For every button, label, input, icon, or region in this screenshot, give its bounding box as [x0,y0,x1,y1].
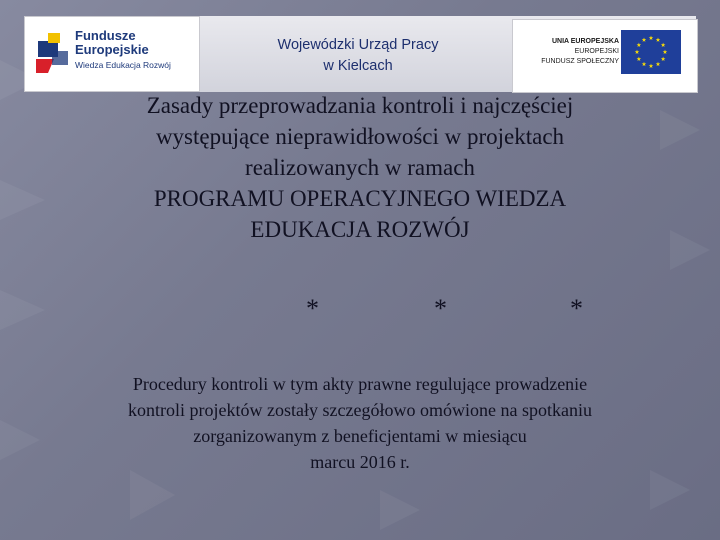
title-line-2: występujące nieprawidłowości w projektach [155,124,565,149]
body-line-3: zorganizowanym z beneficjentami w miesiącu [193,426,527,446]
eu-text-line-3: FUNDUSZ SPOŁECZNY [541,58,619,65]
eu-text-line-2: EUROPEJSKI [574,48,619,55]
body-line-4: marcu 2016 r. [310,452,410,472]
eu-text-line-1: UNIA EUROPEJSKA [551,38,619,45]
title-line-1: Zasady przeprowadzania kontroli i najczęściej [146,93,574,118]
institution-line-2: w Kielcach [323,58,393,74]
institution-line-1: Wojewódzki Urząd Pracy [277,37,439,53]
title-line-3: realizowanych w ramach [245,155,475,180]
fundusze-europejskie-logo-icon [34,31,70,75]
institution-name [220,35,496,77]
separator-asterisk-2: * [434,294,447,323]
eu-flag-icon [621,30,681,74]
body-line-1: Procedury kontroli w tym akty prawne regulujące prowadzenie [132,374,588,394]
separator-asterisk-1: * [306,294,319,323]
body-paragraph [36,371,684,475]
eu-efs-logo [512,19,698,93]
logo-name-line-1: Fundusze [75,28,136,43]
body-line-2: kontroli projektów zostały szczegółowo omówione na spotkaniu [128,400,592,420]
separator-asterisk-3: * [570,294,583,323]
logo-program-name: Wiedza Edukacja Rozwój [75,60,171,70]
title-line-5: EDUKACJA ROZWÓJ [250,217,470,242]
slide-title [70,90,650,245]
title-line-4: PROGRAMU OPERACYJNEGO WIEDZA [153,186,567,211]
logo-name-line-2: Europejskie [75,42,149,57]
fundusze-europejskie-logo [24,16,200,92]
